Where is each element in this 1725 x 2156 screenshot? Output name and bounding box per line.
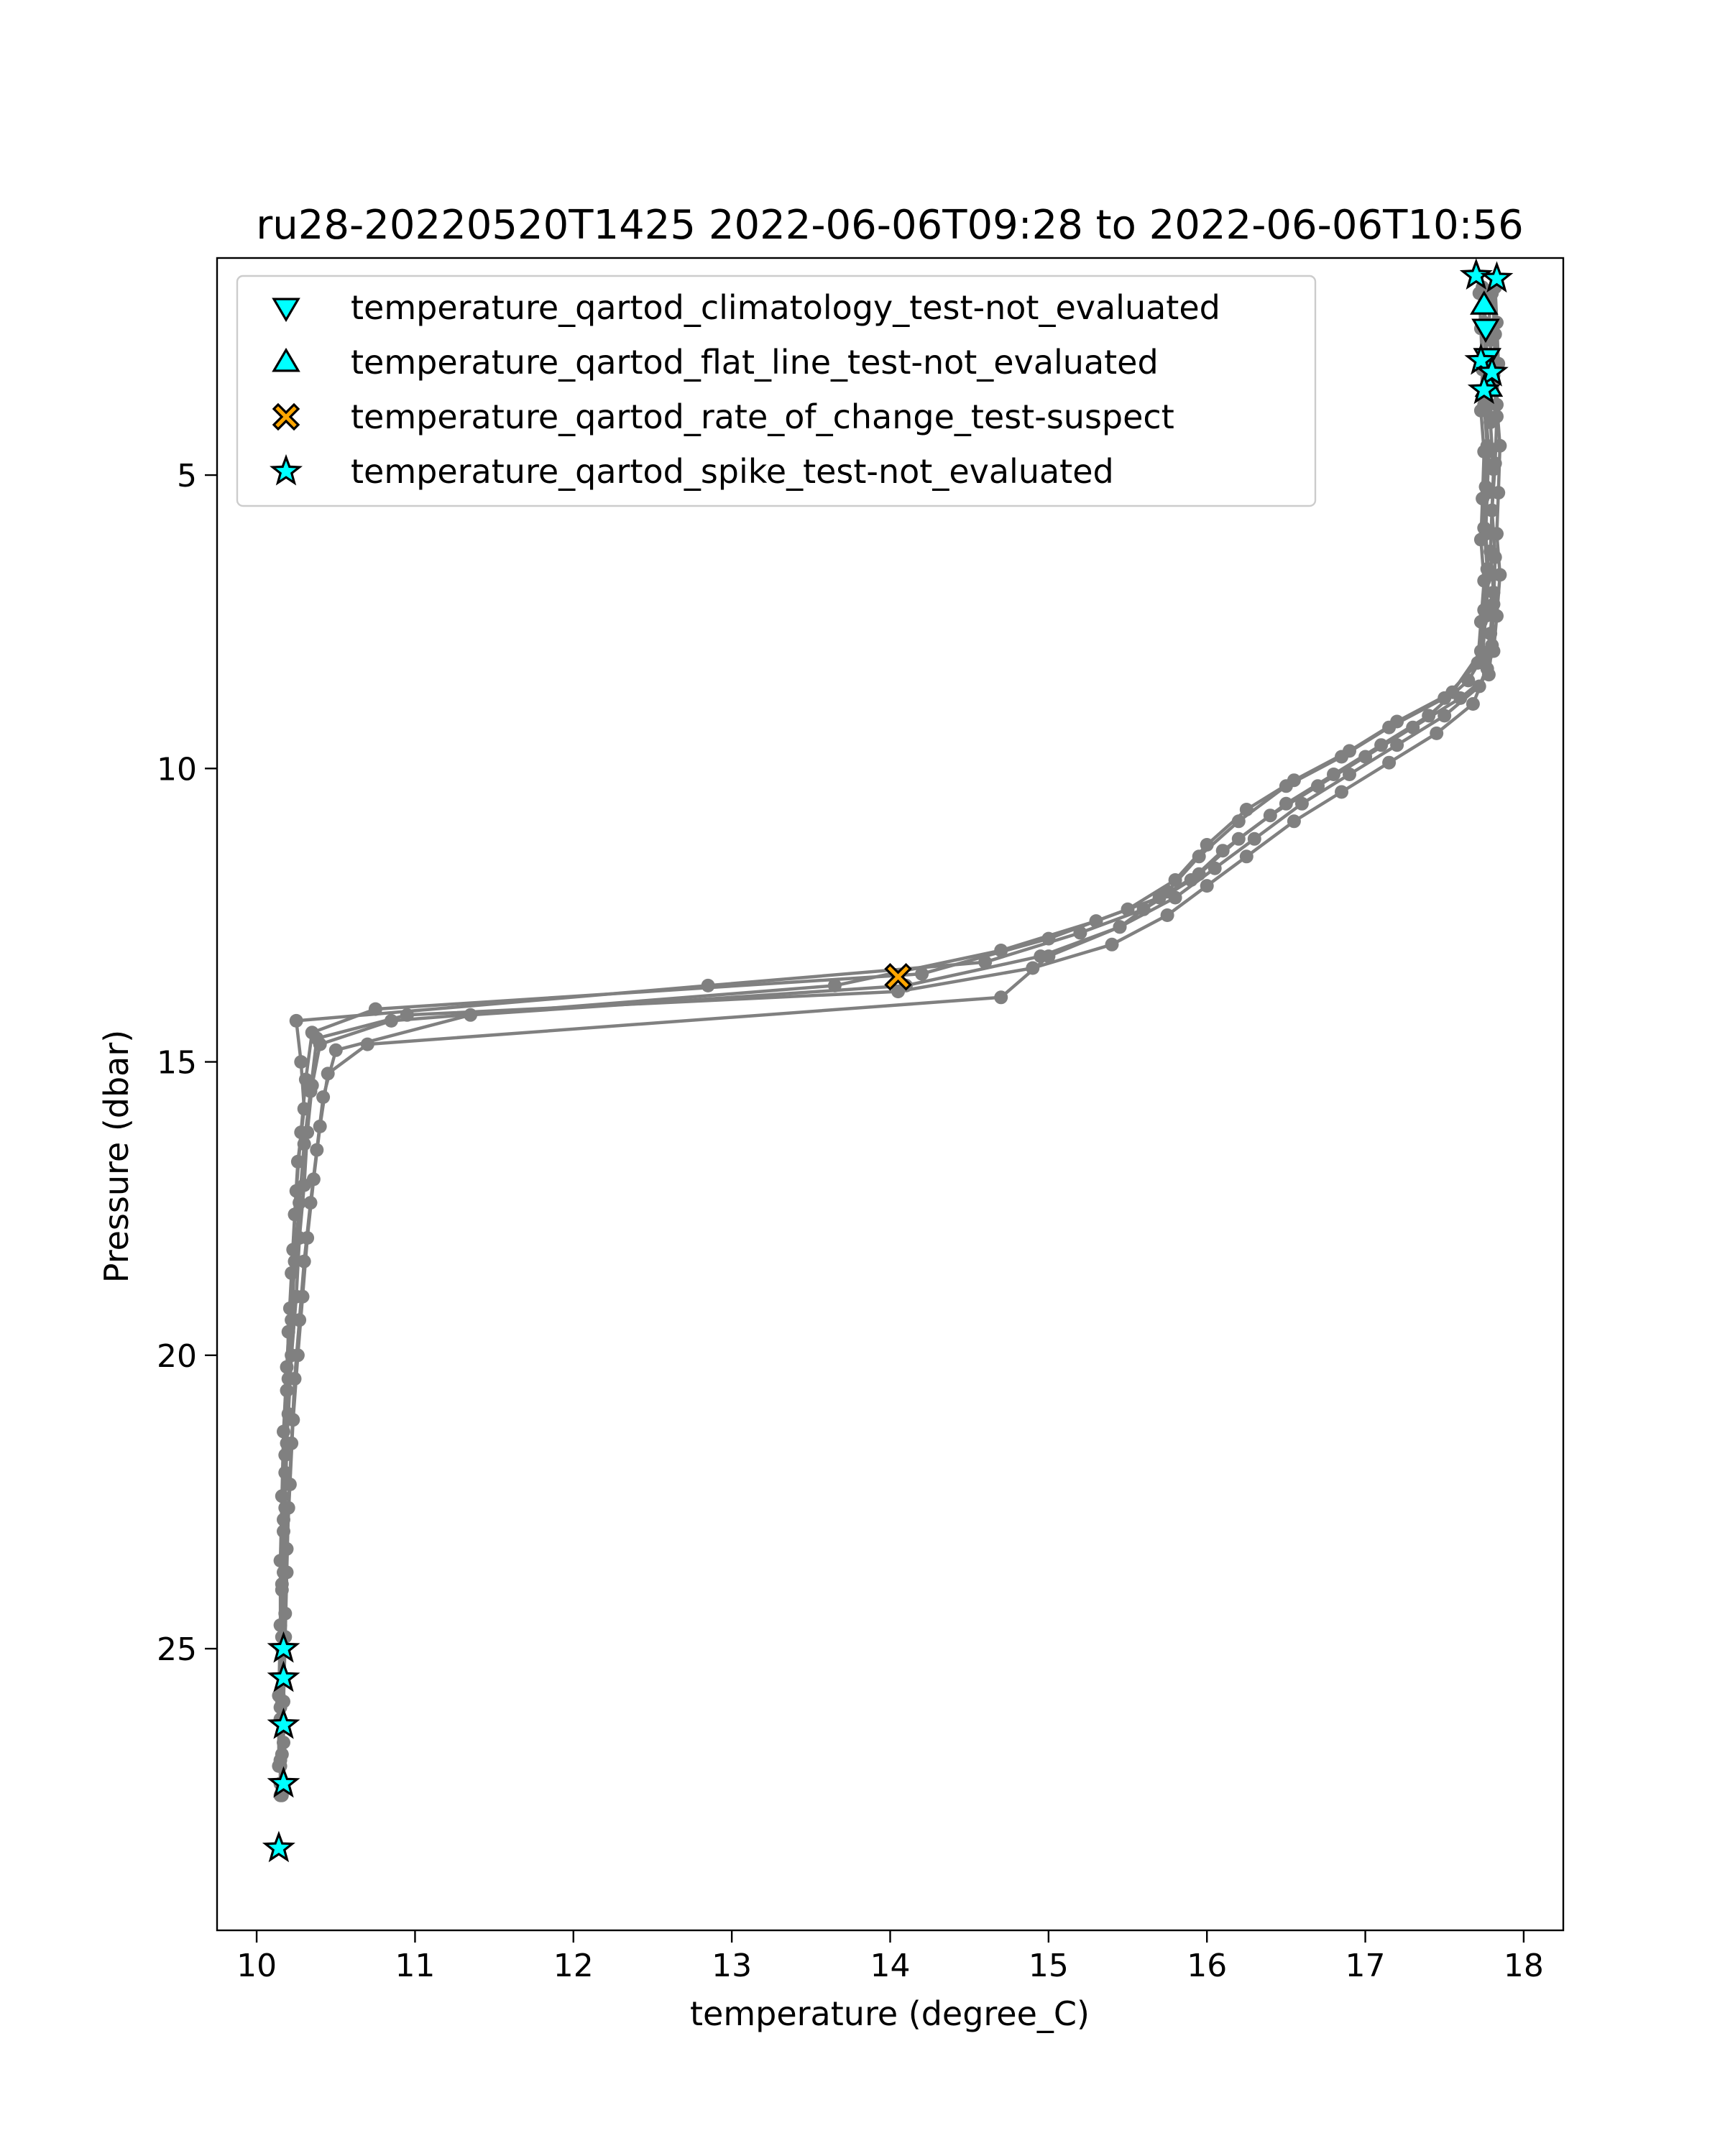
profile-point: [290, 1184, 303, 1198]
profile-point: [298, 1137, 311, 1151]
profile-point: [1438, 691, 1451, 705]
profile-point: [304, 1196, 318, 1210]
profile-point: [290, 1014, 303, 1028]
flag-marker-star: [265, 1834, 292, 1859]
profile-point: [316, 1090, 330, 1104]
profile-point: [275, 1489, 289, 1503]
profile-point: [1474, 645, 1488, 658]
profile-point: [274, 1618, 288, 1632]
profile-point: [1474, 615, 1488, 629]
profile-point: [1240, 803, 1254, 816]
profile-point: [277, 1425, 290, 1439]
profile-point: [1161, 908, 1174, 922]
profile-point: [278, 1466, 292, 1480]
profile-point: [282, 1325, 295, 1339]
profile-point: [1477, 574, 1491, 588]
profile-point: [1382, 721, 1396, 734]
profile-point: [1041, 932, 1055, 946]
profile-point: [285, 1266, 298, 1280]
legend-entry: temperature_qartod_spike_test-not_evaluated: [351, 452, 1114, 491]
profile-point: [1287, 814, 1301, 828]
profile-line-1: [280, 293, 1489, 1795]
x-tick-label: 17: [1345, 1948, 1386, 1984]
profile-point: [1090, 914, 1103, 928]
profile-line-4: [280, 299, 1494, 1760]
profile-point: [310, 1031, 323, 1045]
profile-point: [1491, 486, 1505, 499]
profile-point: [278, 1448, 292, 1462]
profile-point: [1473, 680, 1486, 694]
profile-point: [702, 979, 715, 992]
axes: [157, 258, 1563, 1984]
profile-point: [1343, 768, 1356, 781]
profile-point: [280, 1360, 294, 1374]
profile-point: [1477, 521, 1491, 535]
profile-point: [1200, 838, 1214, 852]
profile-point: [1406, 721, 1420, 734]
profile-point: [1121, 903, 1135, 916]
x-tick-label: 15: [1028, 1948, 1069, 1984]
profile-point: [1490, 609, 1504, 623]
profile-point: [288, 1207, 302, 1221]
profile-point: [369, 1003, 382, 1016]
x-axis-label: temperature (degree_C): [690, 1994, 1090, 2033]
legend-entry: temperature_qartod_climatology_test-not_evaluated: [351, 288, 1220, 327]
profile-point: [1184, 873, 1198, 887]
profile-point: [310, 1143, 323, 1157]
profile-point: [1493, 568, 1506, 581]
profile-point: [313, 1120, 327, 1133]
x-tick-label: 14: [870, 1948, 911, 1984]
profile-point: [293, 1313, 306, 1327]
profile-point: [994, 944, 1008, 957]
profile-point: [299, 1073, 313, 1087]
profile-point: [277, 1513, 290, 1526]
profile-line-3: [279, 287, 1487, 1766]
profile-point: [1200, 879, 1214, 893]
profile-point: [307, 1172, 321, 1186]
profile-line-6: [282, 287, 1500, 1795]
profile-point: [1073, 926, 1087, 940]
profile-point: [1474, 533, 1488, 546]
profile-point: [361, 1038, 374, 1051]
profile-point: [294, 1055, 308, 1069]
profile-point: [1295, 797, 1309, 811]
profile-point: [283, 1302, 297, 1315]
profile-point: [275, 1577, 289, 1591]
profile-point: [282, 1501, 295, 1515]
profile-point: [274, 1554, 288, 1567]
profile-point: [277, 1524, 290, 1538]
y-tick-label: 25: [157, 1631, 197, 1669]
profile-point: [1484, 415, 1497, 429]
profile-point: [1232, 832, 1246, 846]
profile-point: [1430, 727, 1443, 740]
legend-entry: temperature_qartod_flat_line_test-not_evaluated: [351, 343, 1159, 382]
x-tick-label: 10: [236, 1948, 277, 1984]
profile-point: [1113, 920, 1127, 934]
profile-point: [275, 1748, 289, 1761]
profile-point: [1041, 949, 1055, 963]
plot-frame: [217, 258, 1563, 1930]
y-tick-label: 10: [157, 751, 197, 788]
profile-point: [283, 1478, 297, 1491]
profile-point: [1382, 756, 1396, 770]
profile-point: [1484, 545, 1497, 558]
profile-point: [304, 1084, 318, 1098]
profile-point: [1490, 527, 1504, 540]
profile-point: [1485, 504, 1499, 517]
profile-point: [994, 990, 1008, 1004]
profile-point: [286, 1413, 300, 1427]
x-tick-label: 11: [395, 1948, 436, 1984]
profile-point: [291, 1348, 305, 1362]
profile-point: [280, 1542, 294, 1556]
profile-point: [1169, 891, 1182, 905]
profile-point: [978, 955, 992, 969]
profile-point: [1484, 627, 1497, 640]
x-tick-label: 18: [1503, 1948, 1544, 1984]
profile-point: [1327, 768, 1340, 781]
profile-point: [1487, 645, 1501, 658]
profile-point: [1192, 849, 1206, 863]
profile-point: [1479, 480, 1493, 494]
y-tick-label: 5: [177, 458, 197, 495]
profile-point: [1390, 738, 1404, 752]
profile-point: [1311, 779, 1325, 793]
profile-point: [280, 1383, 294, 1397]
profile-point: [1474, 404, 1488, 418]
profile-point: [298, 1255, 311, 1268]
profile-point: [1279, 797, 1293, 811]
profile-point: [1279, 779, 1293, 793]
profile-point: [1335, 786, 1348, 799]
profile-point: [1477, 603, 1491, 617]
profile-point: [1476, 492, 1489, 505]
profile-point: [277, 1736, 290, 1749]
profile-point: [1422, 709, 1435, 722]
y-tick-label: 20: [157, 1337, 197, 1375]
y-tick-label: 15: [157, 1044, 197, 1082]
legend: [237, 276, 1315, 506]
profile-point: [385, 1014, 398, 1028]
profile-point: [1335, 750, 1348, 764]
profile-point: [1169, 873, 1182, 887]
profile-point: [1232, 814, 1246, 828]
profile-point: [1105, 938, 1119, 952]
profile-point: [1477, 445, 1491, 459]
profile-point: [1026, 962, 1039, 975]
y-axis-label: Pressure (dbar): [97, 1029, 136, 1284]
x-tick-label: 12: [553, 1948, 594, 1984]
profile-point: [278, 1607, 292, 1621]
profile-point: [400, 1008, 414, 1022]
profile-point: [1493, 439, 1506, 453]
profile-point: [1487, 586, 1501, 599]
profile-point: [1471, 656, 1485, 670]
profile-point: [464, 1008, 477, 1022]
profile-point: [1208, 862, 1222, 875]
profile-point: [291, 1155, 305, 1169]
legend-entry: temperature_qartod_rate_of_change_test-suspect: [351, 397, 1174, 436]
profile-point: [298, 1102, 311, 1115]
profile-point: [296, 1290, 310, 1304]
x-tick-label: 16: [1187, 1948, 1228, 1984]
profile-point: [1374, 738, 1388, 752]
profile-point: [300, 1231, 314, 1245]
x-tick-label: 13: [712, 1948, 753, 1984]
profile-point: [1466, 697, 1480, 711]
profile-point: [329, 1044, 343, 1057]
profile-point: [1240, 849, 1254, 863]
profile-point: [288, 1372, 302, 1386]
profile-point: [286, 1243, 300, 1256]
profile-point: [828, 979, 842, 992]
profile-point: [285, 1437, 298, 1450]
profile-line-5: [282, 293, 1484, 1754]
profile-point: [280, 1565, 294, 1579]
profile-point: [1216, 844, 1230, 857]
profile-point: [1438, 709, 1451, 722]
chart-title: ru28-20220520T1425 2022-06-06T09:28 to 2022-06-06T10:56: [256, 202, 1524, 249]
profile-point: [1358, 750, 1372, 764]
profile-point: [1487, 462, 1501, 476]
profile-point: [1248, 832, 1261, 846]
profile-point: [1481, 562, 1494, 576]
profile-point: [915, 967, 929, 981]
profile-point: [294, 1125, 308, 1139]
profile-point: [277, 1695, 290, 1708]
profile-point: [1137, 903, 1151, 916]
profile-point: [1264, 808, 1277, 822]
profile-point: [321, 1067, 335, 1080]
